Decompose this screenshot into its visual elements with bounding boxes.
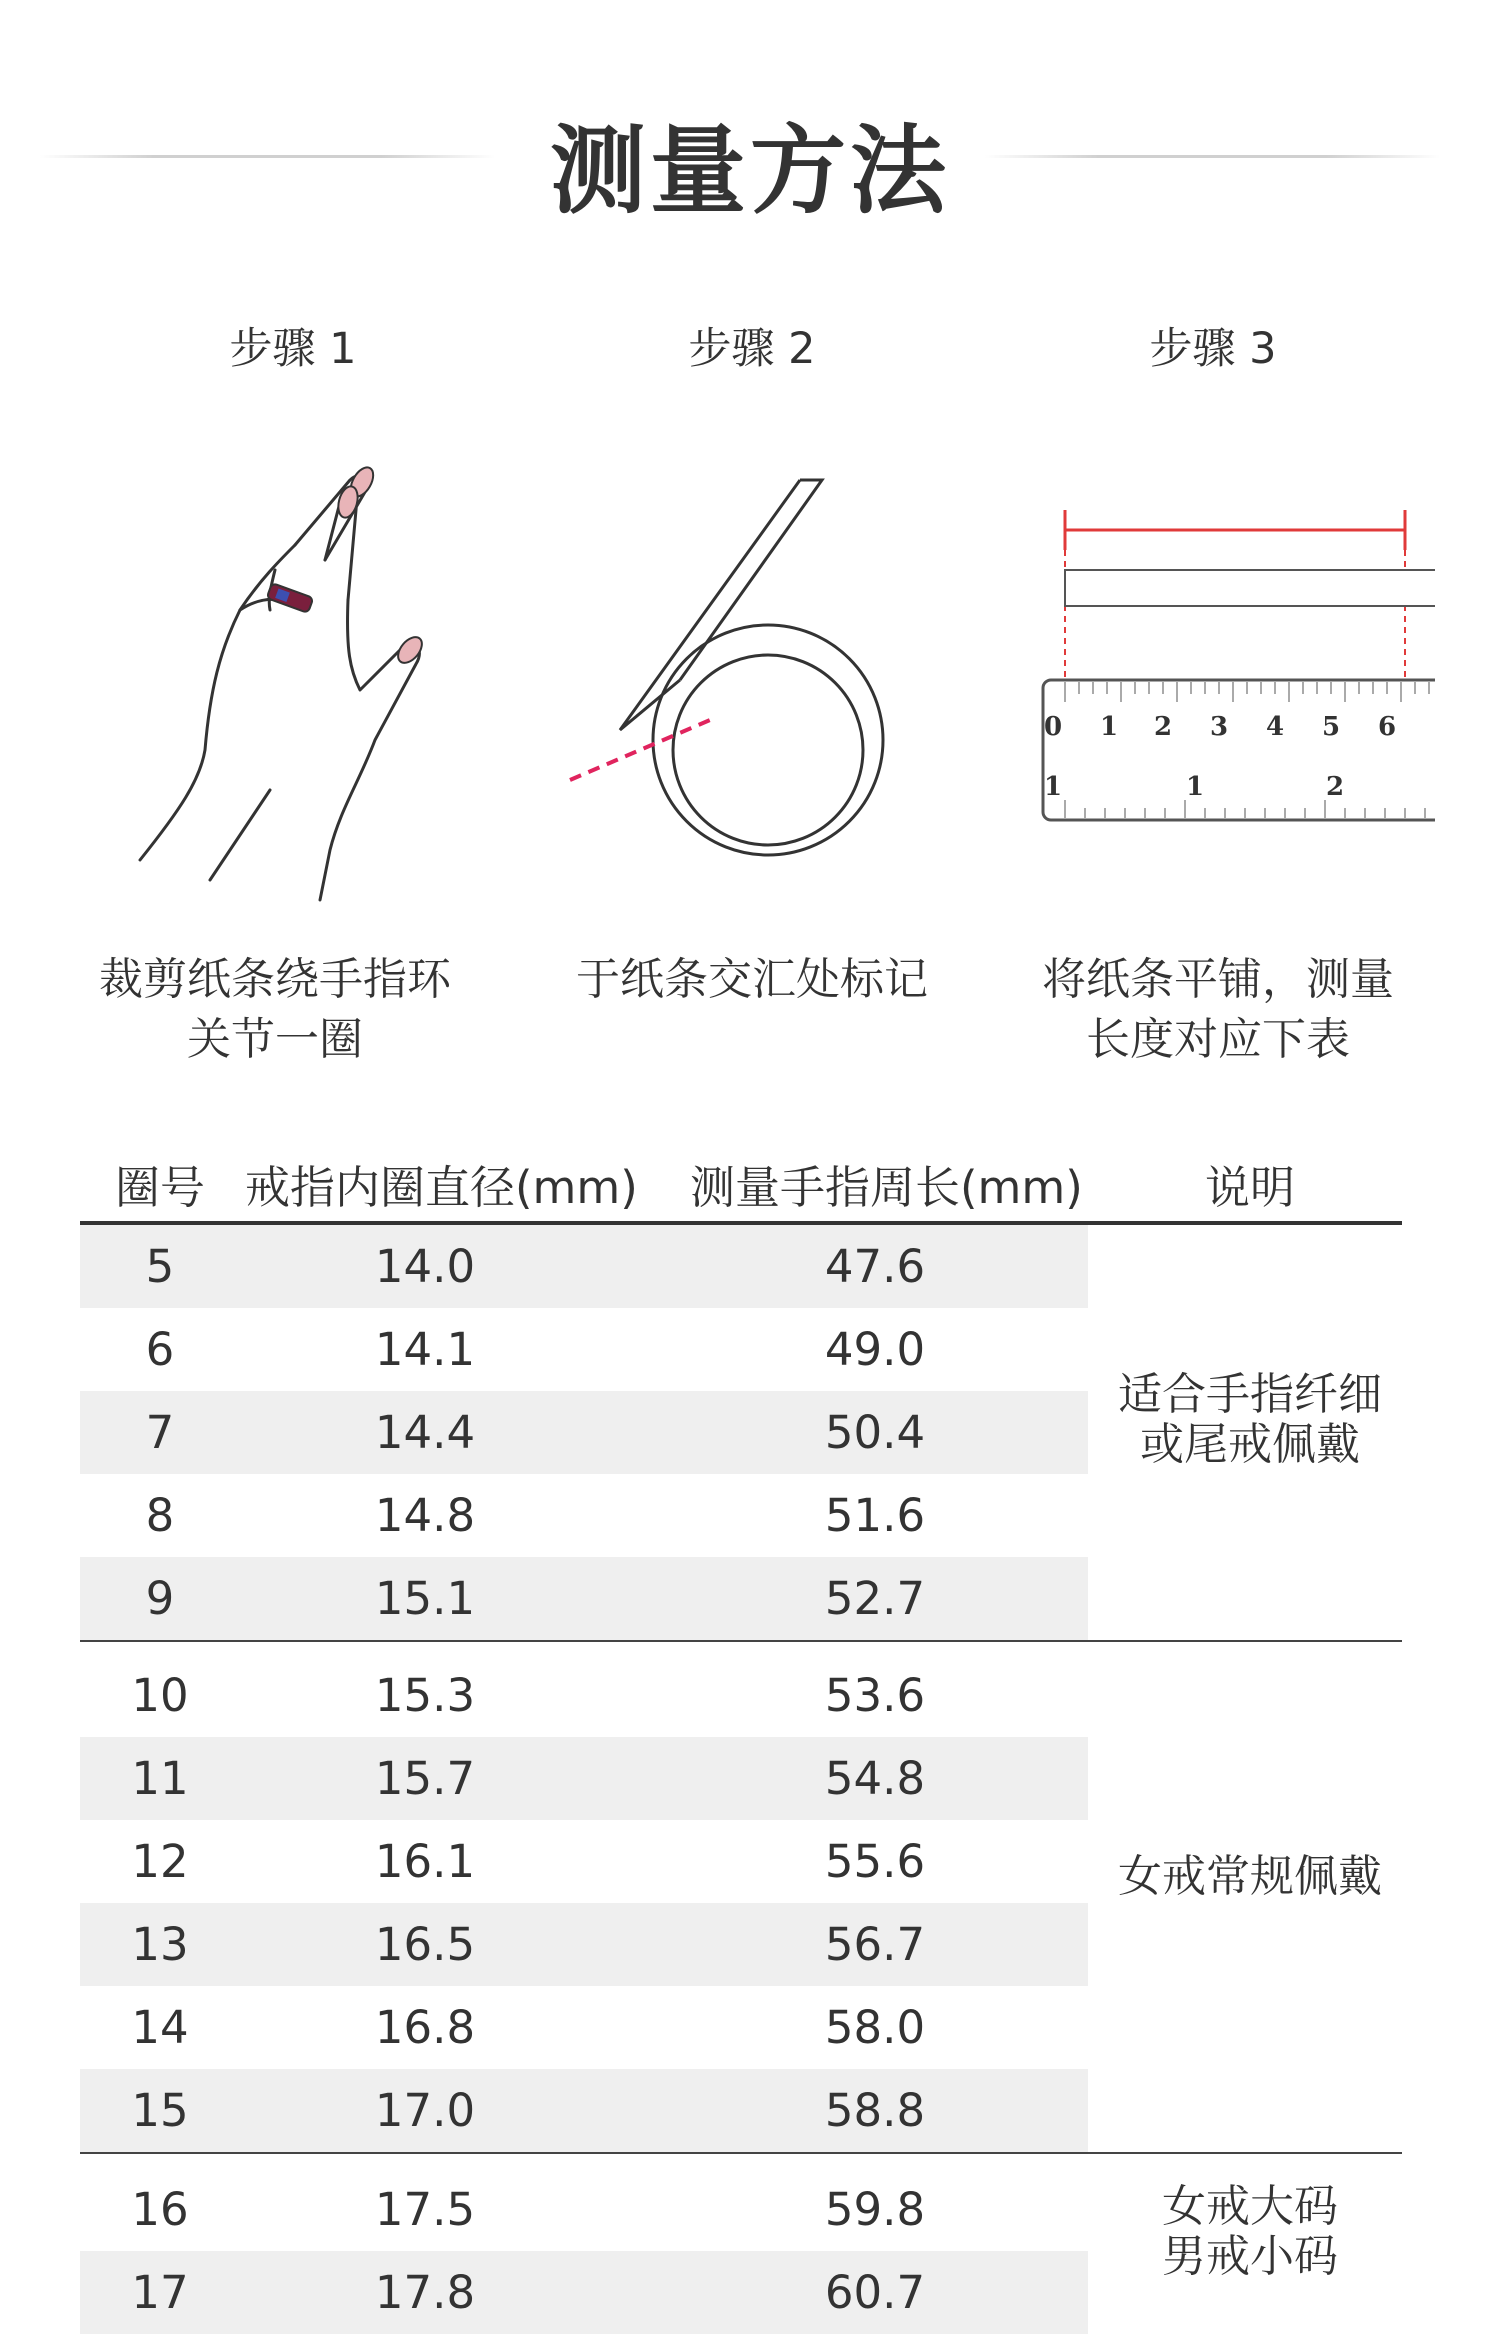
table-row: [80, 1557, 1088, 1640]
ruler-top-tick: 5: [1321, 712, 1341, 742]
cell-circumference: 58.0: [824, 2001, 926, 2054]
hand-ring-illustration: [120, 450, 440, 930]
group-note: 女戒常规佩戴: [1118, 1851, 1382, 1902]
table-body: [80, 1225, 1402, 2334]
cell-diameter: 15.3: [374, 1669, 476, 1722]
cell-circumference: 59.8: [824, 2183, 926, 2236]
group-note-line: 男戒小码: [1162, 2231, 1338, 2282]
table-row: [80, 1474, 1088, 1557]
table-row: [80, 1986, 1088, 2069]
table-row: [80, 1225, 1088, 1308]
cell-circumference: 49.0: [824, 1323, 926, 1376]
cell-size: 16: [131, 2183, 189, 2236]
title-section: [0, 0, 1500, 230]
cell-size: 10: [131, 1669, 189, 1722]
cell-diameter: 14.0: [374, 1240, 476, 1293]
header-size: 圈号: [114, 1161, 205, 1214]
table-group: [80, 1642, 1402, 2152]
cell-diameter: 14.8: [374, 1489, 476, 1542]
header-diameter: 戒指内圈直径(mm): [245, 1161, 638, 1214]
ruler-top-tick: 3: [1209, 712, 1229, 742]
cell-size: 17: [131, 2266, 189, 2319]
header-note: 说明: [1204, 1161, 1295, 1214]
cell-diameter: 16.8: [374, 2001, 476, 2054]
header-circumference: 测量手指周长(mm): [690, 1161, 1083, 1214]
cell-size: 7: [145, 1406, 175, 1459]
cell-circumference: 56.7: [824, 1918, 926, 1971]
step-3-caption-line: 将纸条平铺，测量: [1042, 954, 1394, 1005]
cell-diameter: 17.0: [374, 2084, 476, 2137]
table-row: [80, 1903, 1088, 1986]
cell-size: 9: [145, 1572, 175, 1625]
cell-size: 12: [131, 1835, 189, 1888]
cell-circumference: 54.8: [824, 1752, 926, 1805]
ruler-top-tick: 2: [1153, 712, 1173, 742]
cell-diameter: 17.5: [374, 2183, 476, 2236]
cell-circumference: 60.7: [824, 2266, 926, 2319]
ruler-illustration: [1035, 450, 1435, 830]
cell-diameter: 14.1: [374, 1323, 476, 1376]
cell-size: 5: [145, 1240, 175, 1293]
cell-size: 11: [131, 1752, 189, 1805]
cell-circumference: 51.6: [824, 1489, 926, 1542]
cell-size: 13: [131, 1918, 189, 1971]
step-2-caption: [537, 950, 967, 1010]
group-note: [1105, 2182, 1395, 2282]
step-1-label: 步骤 1: [229, 324, 357, 374]
title-divider-left: [40, 155, 495, 158]
ruler-top-tick: 4: [1265, 712, 1285, 742]
step-2-label: 步骤 2: [688, 324, 816, 374]
cell-size: 6: [145, 1323, 175, 1376]
cell-circumference: 47.6: [824, 1240, 926, 1293]
table-row: [80, 1391, 1088, 1474]
cell-circumference: 55.6: [824, 1835, 926, 1888]
table-row: [80, 1654, 1088, 1737]
cell-size: 14: [131, 2001, 189, 2054]
table-row: [80, 1820, 1088, 1903]
step-3-label: 步骤 3: [1149, 324, 1277, 374]
cell-circumference: 50.4: [824, 1406, 926, 1459]
cell-diameter: 14.4: [374, 1406, 476, 1459]
table-group: [80, 2154, 1402, 2334]
cell-diameter: 15.1: [374, 1572, 476, 1625]
table-row: [80, 2069, 1088, 2152]
group-note: 适合手指纤细或尾戒佩戴: [1118, 1369, 1382, 1470]
ruler-top-tick: 1: [1099, 712, 1119, 742]
page-title: 测量方法: [550, 115, 950, 227]
table-row: [80, 1737, 1088, 1820]
ruler-bottom-tick: 1: [1043, 772, 1063, 802]
group-note-line: 女戒大码: [1162, 2181, 1338, 2232]
ruler-bottom-tick: 2: [1325, 772, 1345, 802]
step-1-caption-line: 裁剪纸条绕手指环: [99, 954, 451, 1005]
cell-diameter: 16.1: [374, 1835, 476, 1888]
table-row: [80, 1308, 1088, 1391]
cell-circumference: 52.7: [824, 1572, 926, 1625]
cell-diameter: 16.5: [374, 1918, 476, 1971]
table-row: [80, 2168, 1088, 2251]
ruler-bottom-tick: 1: [1185, 772, 1205, 802]
cell-circumference: 58.8: [824, 2084, 926, 2137]
ring-size-table: [80, 1155, 1402, 2319]
ruler-top-tick: 6: [1377, 712, 1397, 742]
cell-size: 8: [145, 1489, 175, 1542]
table-header: [80, 1155, 1402, 1221]
cell-diameter: 15.7: [374, 1752, 476, 1805]
cell-diameter: 17.8: [374, 2266, 476, 2319]
step-1-caption: [60, 950, 490, 1070]
step-2-caption-line: 于纸条交汇处标记: [576, 954, 928, 1005]
cell-circumference: 53.6: [824, 1669, 926, 1722]
ruler-top-tick: 0: [1043, 712, 1063, 742]
step-3-caption: [1003, 950, 1433, 1070]
step-1-caption-line: 关节一圈: [187, 1014, 363, 1065]
paper-loop-illustration: [560, 450, 920, 910]
table-group: [80, 1225, 1402, 1640]
step-3-caption-line: 长度对应下表: [1086, 1014, 1350, 1065]
cell-size: 15: [131, 2084, 189, 2137]
title-divider-right: [985, 155, 1440, 158]
